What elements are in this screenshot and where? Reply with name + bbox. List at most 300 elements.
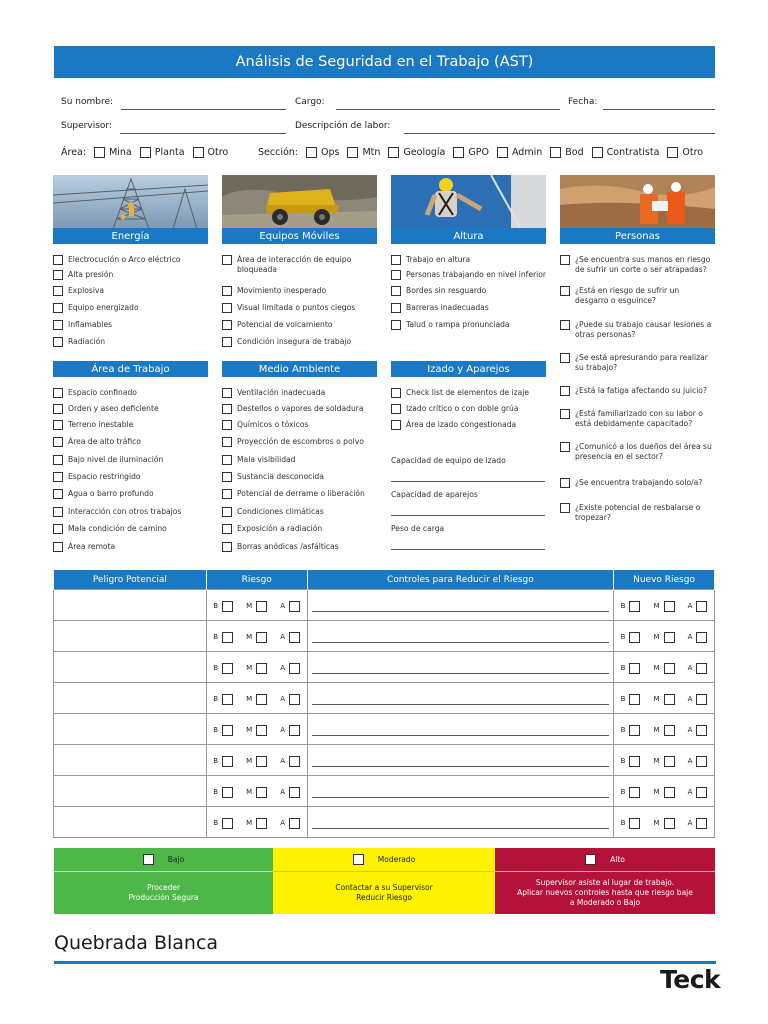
risk-table	[53, 569, 715, 838]
checkbox[interactable]	[391, 255, 401, 265]
controles-cell[interactable]	[307, 745, 613, 776]
cargo-field[interactable]	[336, 109, 560, 110]
risk-checkbox[interactable]	[256, 725, 267, 736]
risk-letter: M	[246, 664, 253, 672]
equipos-header: Equipos Móviles	[222, 228, 377, 244]
risk-checkbox[interactable]	[696, 756, 707, 767]
nuevo-riesgo-cell	[614, 776, 715, 807]
risk-checkbox[interactable]	[664, 632, 675, 643]
item-label: Borras anódicas /asfálticas	[237, 542, 339, 551]
risk-checkbox[interactable]	[289, 663, 300, 674]
checkbox[interactable]	[53, 437, 63, 447]
checkbox[interactable]	[53, 455, 63, 465]
risk-checkbox[interactable]	[289, 787, 300, 798]
risk-checkbox[interactable]	[664, 694, 675, 705]
seccion-checkbox-geologia[interactable]	[388, 147, 399, 158]
medio-ambiente-item-6[interactable]	[222, 489, 377, 499]
item-label: Izado crítico o con doble grúa	[406, 404, 519, 413]
nuevo-riesgo-m	[654, 818, 675, 829]
checkbox[interactable]	[222, 320, 232, 330]
risk-checkbox[interactable]	[222, 601, 233, 612]
risk-letter: M	[653, 602, 660, 610]
risk-letter: B	[620, 788, 626, 796]
risk-checkbox[interactable]	[222, 787, 233, 798]
equipos-item-4[interactable]	[222, 337, 372, 347]
riesgo-cell	[206, 590, 307, 621]
riesgo-m	[246, 756, 267, 767]
risk-checkbox[interactable]	[222, 725, 233, 736]
risk-checkbox[interactable]	[629, 756, 640, 767]
su-nombre-field[interactable]	[121, 109, 286, 110]
checkbox[interactable]	[391, 303, 401, 313]
controles-cell[interactable]	[307, 776, 613, 807]
peligro-cell[interactable]	[54, 652, 207, 683]
izado-item-1[interactable]	[391, 404, 546, 414]
riesgo-m	[246, 694, 267, 705]
risk-letter: M	[246, 726, 253, 734]
item-label: Potencial de derrame o liberación	[237, 489, 365, 498]
medio-ambiente-item-4[interactable]	[222, 455, 377, 465]
col-riesgo: Riesgo	[206, 570, 307, 590]
checkbox[interactable]	[391, 270, 401, 280]
controles-line[interactable]	[312, 784, 609, 798]
risk-checkbox[interactable]	[696, 601, 707, 612]
risk-letter: B	[620, 695, 626, 703]
risk-letter: A	[687, 757, 693, 765]
nuevo-riesgo-m	[654, 787, 675, 798]
checkbox[interactable]	[222, 404, 232, 414]
item-label: Sustancia desconocida	[237, 472, 324, 481]
peligro-cell[interactable]	[54, 745, 207, 776]
riesgo-cell	[206, 714, 307, 745]
risk-letter: M	[246, 757, 253, 765]
altura-item-3[interactable]	[391, 303, 546, 313]
controles-line[interactable]	[312, 691, 609, 705]
medio-ambiente-item-9[interactable]	[222, 542, 377, 552]
seccion-checkbox-mtn[interactable]	[347, 147, 358, 158]
seccion-checkbox-bod[interactable]	[550, 147, 561, 158]
moderado-checkbox[interactable]	[353, 854, 364, 865]
seccion-option-label: Otro	[682, 147, 704, 158]
nuevo-riesgo-a	[688, 694, 708, 705]
checkbox[interactable]	[222, 437, 232, 447]
nuevo-riesgo-a	[688, 725, 708, 736]
seccion-checkbox-otro[interactable]	[667, 147, 678, 158]
equipos-item-3[interactable]	[222, 320, 372, 330]
izado-item-0[interactable]	[391, 388, 546, 398]
energia-item-4[interactable]	[53, 320, 208, 330]
nuevo-riesgo-a	[688, 818, 708, 829]
risk-letter: B	[620, 602, 626, 610]
personas-item-2[interactable]	[560, 320, 715, 340]
checkbox[interactable]	[53, 286, 63, 296]
personas-item-4[interactable]	[560, 386, 715, 396]
risk-checkbox[interactable]	[256, 694, 267, 705]
seccion-row	[258, 147, 703, 158]
nuevo-riesgo-cell	[614, 652, 715, 683]
item-label: Condición insegura de trabajo	[237, 337, 352, 346]
risk-checkbox[interactable]	[222, 756, 233, 767]
checkbox[interactable]	[53, 420, 63, 430]
risk-checkbox[interactable]	[664, 818, 675, 829]
peligro-cell[interactable]	[54, 683, 207, 714]
personas-header: Personas	[560, 228, 715, 244]
site-name: Quebrada Blanca	[54, 932, 219, 954]
capacidad-aparejos-field[interactable]	[391, 515, 545, 516]
risk-checkbox[interactable]	[256, 787, 267, 798]
risk-checkbox[interactable]	[222, 632, 233, 643]
energia-item-0[interactable]	[53, 255, 208, 265]
item-label: Agua o barro profundo	[68, 489, 154, 498]
controles-cell[interactable]	[307, 590, 613, 621]
nuevo-riesgo-cell	[614, 807, 715, 838]
risk-checkbox[interactable]	[289, 756, 300, 767]
risk-checkbox[interactable]	[664, 663, 675, 674]
checkbox[interactable]	[560, 320, 570, 330]
seccion-checkbox-ops[interactable]	[306, 147, 317, 158]
controles-line[interactable]	[312, 598, 609, 612]
item-label: Espacio restringido	[68, 472, 141, 481]
item-label: ¿Se encuentra sus manos en riesgo de sufrir un corte o ser atrapadas?	[575, 255, 711, 274]
area-trabajo-item-6[interactable]	[53, 489, 208, 499]
riesgo-cell	[206, 621, 307, 652]
checkbox[interactable]	[560, 353, 570, 363]
checkbox[interactable]	[391, 286, 401, 296]
risk-checkbox[interactable]	[629, 818, 640, 829]
checkbox[interactable]	[560, 286, 570, 296]
risk-checkbox[interactable]	[696, 663, 707, 674]
controles-line[interactable]	[312, 660, 609, 674]
peligro-cell[interactable]	[54, 590, 207, 621]
item-label: Personas trabajando en nivel inferior	[406, 270, 547, 279]
area-checkbox-planta[interactable]	[140, 147, 151, 158]
nuevo-riesgo-m	[654, 632, 675, 643]
checkbox[interactable]	[222, 337, 232, 347]
moderado-label: Moderado	[377, 855, 416, 864]
risk-letter: B	[620, 757, 626, 765]
riesgo-a	[280, 601, 300, 612]
checkbox[interactable]	[560, 255, 570, 265]
nuevo-riesgo-b	[621, 787, 641, 798]
item-label: Químicos o tóxicos	[237, 420, 309, 429]
energia-header: Energía	[53, 228, 208, 244]
item-label: Visual limitada o puntos ciegos	[237, 303, 356, 312]
risk-letter: B	[620, 664, 626, 672]
seccion-option-label: Ops	[321, 147, 340, 158]
checkbox[interactable]	[53, 270, 63, 280]
riesgo-b	[213, 725, 233, 736]
equipos-item-2[interactable]	[222, 303, 372, 313]
risk-letter: M	[653, 788, 660, 796]
bajo-checkbox[interactable]	[143, 854, 154, 865]
riesgo-cell	[206, 652, 307, 683]
area-trabajo-item-2[interactable]	[53, 420, 208, 430]
medio-ambiente-item-2[interactable]	[222, 420, 377, 430]
checkbox[interactable]	[53, 255, 63, 265]
area-trabajo-item-9[interactable]	[53, 542, 208, 552]
bajo-desc: Producción Segura	[128, 893, 199, 902]
bajo-label: Bajo	[167, 855, 185, 864]
item-label: Inflamables	[68, 320, 113, 329]
altura-item-0[interactable]	[391, 255, 546, 265]
equipos-item-1[interactable]	[222, 286, 372, 296]
medio-ambiente-item-0[interactable]	[222, 388, 377, 398]
altura-item-1[interactable]	[391, 270, 546, 280]
checkbox[interactable]	[222, 255, 232, 265]
risk-checkbox[interactable]	[289, 694, 300, 705]
equipos-item-0[interactable]	[222, 255, 372, 275]
controles-line[interactable]	[312, 815, 609, 829]
risk-letter: B	[620, 726, 626, 734]
risk-letter: M	[653, 757, 660, 765]
checkbox[interactable]	[222, 455, 232, 465]
checkbox[interactable]	[53, 489, 63, 499]
risk-checkbox[interactable]	[289, 601, 300, 612]
controles-line[interactable]	[312, 629, 609, 643]
risk-checkbox[interactable]	[664, 756, 675, 767]
fecha-label: Fecha:	[568, 97, 598, 107]
medio-ambiente-item-5[interactable]	[222, 472, 377, 482]
risk-checkbox[interactable]	[696, 818, 707, 829]
riesgo-a	[280, 663, 300, 674]
riesgo-cell	[206, 683, 307, 714]
checkbox[interactable]	[222, 420, 232, 430]
peso-carga-field[interactable]	[391, 549, 545, 550]
item-label: ¿Comunicó a los dueños del área su presencia en el sector?	[575, 442, 712, 461]
item-label: Barreras inadecuadas	[406, 303, 489, 312]
checkbox[interactable]	[391, 420, 401, 430]
seccion-option-label: Mtn	[362, 147, 381, 158]
risk-letter: M	[246, 788, 253, 796]
table-row	[54, 776, 715, 807]
checkbox[interactable]	[222, 303, 232, 313]
risk-letter: M	[246, 602, 253, 610]
checkbox[interactable]	[53, 320, 63, 330]
area-trabajo-item-5[interactable]	[53, 472, 208, 482]
checkbox[interactable]	[53, 388, 63, 398]
altura-item-2[interactable]	[391, 286, 546, 296]
riesgo-b	[213, 818, 233, 829]
risk-checkbox[interactable]	[696, 787, 707, 798]
capacidad-equipo-field[interactable]	[391, 481, 545, 482]
descripcion-field[interactable]	[404, 133, 715, 134]
riesgo-b	[213, 601, 233, 612]
risk-checkbox[interactable]	[256, 818, 267, 829]
checkbox[interactable]	[222, 388, 232, 398]
energia-item-5[interactable]	[53, 337, 208, 347]
personas-item-1[interactable]	[560, 286, 715, 306]
nuevo-riesgo-b	[621, 632, 641, 643]
area-checkbox-mina[interactable]	[94, 147, 105, 158]
risk-checkbox[interactable]	[629, 787, 640, 798]
checkbox[interactable]	[53, 524, 63, 534]
controles-line[interactable]	[312, 753, 609, 767]
table-row	[54, 652, 715, 683]
seccion-option-label: Contratista	[606, 147, 660, 158]
item-label: Exposición a radiación	[237, 524, 323, 533]
risk-checkbox[interactable]	[629, 663, 640, 674]
item-label: ¿Está en riesgo de sufrir un desgarro o esguince?	[575, 286, 680, 305]
risk-letter: M	[653, 633, 660, 641]
riesgo-b	[213, 632, 233, 643]
checkbox[interactable]	[391, 404, 401, 414]
seccion-checkbox-admin[interactable]	[497, 147, 508, 158]
checkbox[interactable]	[560, 442, 570, 452]
risk-letter: M	[653, 695, 660, 703]
altura-header: Altura	[391, 228, 546, 244]
checkbox[interactable]	[53, 542, 63, 552]
risk-checkbox[interactable]	[629, 601, 640, 612]
energia-item-3[interactable]	[53, 303, 208, 313]
medio-ambiente-item-7[interactable]	[222, 507, 377, 517]
checkbox[interactable]	[222, 507, 232, 517]
risk-checkbox[interactable]	[664, 601, 675, 612]
energia-item-1[interactable]	[53, 270, 208, 280]
medio-ambiente-item-1[interactable]	[222, 404, 377, 414]
riesgo-m	[246, 601, 267, 612]
risk-letter: B	[213, 757, 219, 765]
area-trabajo-item-1[interactable]	[53, 404, 208, 414]
controles-cell[interactable]	[307, 807, 613, 838]
risk-checkbox[interactable]	[222, 663, 233, 674]
seccion-checkbox-gpo[interactable]	[453, 147, 464, 158]
checkbox[interactable]	[222, 489, 232, 499]
item-label: Mala visibilidad	[237, 455, 296, 464]
item-label: Área de interacción de equipo bloqueada	[237, 255, 352, 274]
area-trabajo-item-4[interactable]	[53, 455, 208, 465]
area-trabajo-item-8[interactable]	[53, 524, 208, 534]
peligro-cell[interactable]	[54, 621, 207, 652]
alto-checkbox[interactable]	[585, 854, 596, 865]
checkbox[interactable]	[560, 409, 570, 419]
table-row	[54, 714, 715, 745]
controles-cell[interactable]	[307, 714, 613, 745]
nuevo-riesgo-b	[621, 756, 641, 767]
risk-checkbox[interactable]	[696, 694, 707, 705]
nuevo-riesgo-a	[688, 632, 708, 643]
risk-checkbox[interactable]	[289, 818, 300, 829]
checkbox[interactable]	[53, 404, 63, 414]
item-label: Radiación	[68, 337, 106, 346]
energia-item-2[interactable]	[53, 286, 208, 296]
area-checkbox-otro[interactable]	[193, 147, 204, 158]
checkbox[interactable]	[222, 524, 232, 534]
risk-checkbox[interactable]	[629, 694, 640, 705]
risk-checkbox[interactable]	[629, 725, 640, 736]
risk-checkbox[interactable]	[222, 694, 233, 705]
checkbox[interactable]	[53, 507, 63, 517]
izado-item-2[interactable]	[391, 420, 546, 430]
capacidad-equipo-label: Capacidad de equipo de izado	[391, 456, 506, 465]
area-option-label: Planta	[154, 147, 185, 158]
personas-item-6[interactable]	[560, 442, 715, 462]
risk-checkbox[interactable]	[256, 756, 267, 767]
area-trabajo-item-3[interactable]	[53, 437, 208, 447]
item-label: Área de izado congestionada	[406, 420, 517, 429]
risk-checkbox[interactable]	[664, 787, 675, 798]
area-option-label: Otro	[207, 147, 229, 158]
checkbox[interactable]	[560, 503, 570, 513]
checkbox[interactable]	[391, 320, 401, 330]
seccion-checkbox-contratista[interactable]	[592, 147, 603, 158]
risk-checkbox[interactable]	[256, 663, 267, 674]
checkbox[interactable]	[222, 286, 232, 296]
risk-letter: B	[213, 726, 219, 734]
peligro-cell[interactable]	[54, 776, 207, 807]
risk-checkbox[interactable]	[289, 632, 300, 643]
item-label: Destellos o vapores de soldadura	[237, 404, 364, 413]
risk-letter: B	[620, 819, 626, 827]
area-row	[61, 147, 228, 158]
risk-letter: M	[246, 695, 253, 703]
risk-checkbox[interactable]	[664, 725, 675, 736]
medio-ambiente-item-3[interactable]	[222, 437, 377, 447]
risk-checkbox[interactable]	[696, 632, 707, 643]
seccion-option-label: Geología	[403, 147, 446, 158]
risk-letter: M	[246, 819, 253, 827]
risk-checkbox[interactable]	[222, 818, 233, 829]
risk-checkbox[interactable]	[289, 725, 300, 736]
personas-item-3[interactable]	[560, 353, 715, 373]
item-label: Área de alto tráfico	[68, 437, 141, 446]
checkbox[interactable]	[391, 388, 401, 398]
personas-item-0[interactable]	[560, 255, 715, 275]
controles-cell[interactable]	[307, 683, 613, 714]
risk-checkbox[interactable]	[696, 725, 707, 736]
legend-alto	[495, 848, 715, 914]
item-label: Talud o rampa pronunciada	[406, 320, 510, 329]
bajo-desc: Proceder	[146, 883, 181, 892]
peligro-cell[interactable]	[54, 807, 207, 838]
altura-item-4[interactable]	[391, 320, 546, 330]
peligro-cell[interactable]	[54, 714, 207, 745]
equipos-photo	[222, 175, 377, 229]
controles-cell[interactable]	[307, 652, 613, 683]
area-trabajo-item-7[interactable]	[53, 507, 208, 517]
supervisor-field[interactable]	[120, 133, 286, 134]
item-label: ¿Se está apresurando para realizar su trabajo?	[575, 353, 708, 372]
area-trabajo-item-0[interactable]	[53, 388, 208, 398]
checkbox[interactable]	[53, 472, 63, 482]
riesgo-a	[280, 632, 300, 643]
personas-item-8[interactable]	[560, 503, 715, 523]
risk-checkbox[interactable]	[629, 632, 640, 643]
nuevo-riesgo-b	[621, 694, 641, 705]
controles-line[interactable]	[312, 722, 609, 736]
item-label: Bordes sin resguardo	[406, 286, 487, 295]
form-title: Análisis de Seguridad en el Trabajo (AST)	[54, 46, 715, 78]
checkbox[interactable]	[53, 337, 63, 347]
nuevo-riesgo-b	[621, 663, 641, 674]
item-label: Trabajo en altura	[406, 255, 471, 264]
checkbox[interactable]	[560, 386, 570, 396]
controles-cell[interactable]	[307, 621, 613, 652]
checkbox[interactable]	[560, 478, 570, 488]
risk-checkbox[interactable]	[256, 601, 267, 612]
risk-checkbox[interactable]	[256, 632, 267, 643]
medio-ambiente-item-8[interactable]	[222, 524, 377, 534]
footer-divider	[54, 961, 716, 964]
personas-item-7[interactable]	[560, 478, 715, 488]
item-label: Bajo nivel de iluminación	[68, 455, 164, 464]
riesgo-cell	[206, 745, 307, 776]
checkbox[interactable]	[222, 472, 232, 482]
checkbox[interactable]	[53, 303, 63, 313]
seccion-option-label: Admin	[511, 147, 543, 158]
fecha-field[interactable]	[603, 109, 715, 110]
personas-item-5[interactable]	[560, 409, 715, 429]
checkbox[interactable]	[222, 542, 232, 552]
